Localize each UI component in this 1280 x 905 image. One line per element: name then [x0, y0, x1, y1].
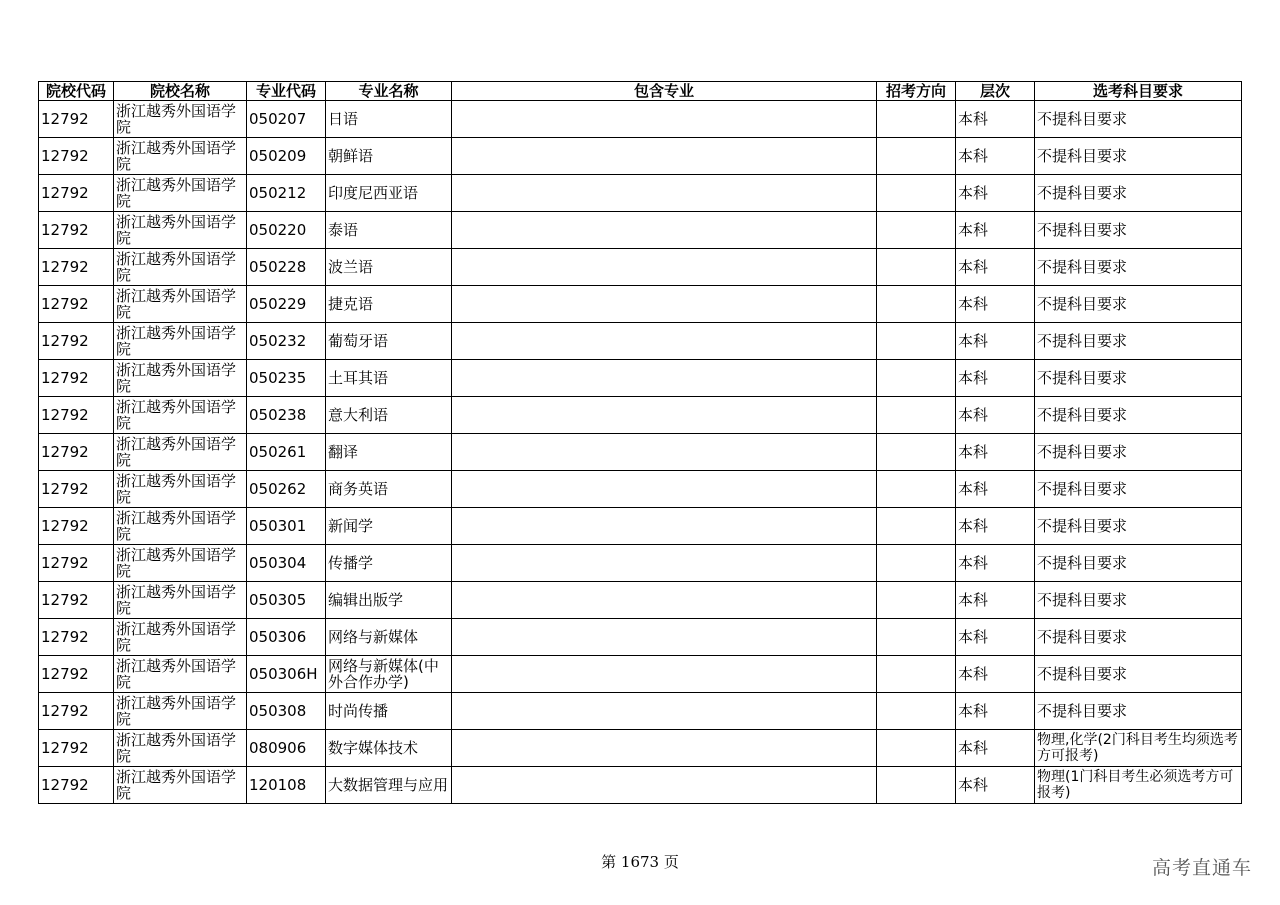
- cell-school-name: 浙江越秀外国语学院: [114, 767, 247, 804]
- cell-included-majors: [452, 434, 877, 471]
- cell-admission-direction: [877, 175, 956, 212]
- cell-school-name: 浙江越秀外国语学院: [114, 471, 247, 508]
- cell-school-name: 浙江越秀外国语学院: [114, 323, 247, 360]
- cell-major-code: 050306H: [247, 656, 326, 693]
- cell-school-name: 浙江越秀外国语学院: [114, 249, 247, 286]
- cell-major-name: 土耳其语: [326, 360, 452, 397]
- cell-level: 本科: [956, 545, 1035, 582]
- cell-level: 本科: [956, 212, 1035, 249]
- cell-school-code: 12792: [39, 397, 114, 434]
- cell-admission-direction: [877, 434, 956, 471]
- cell-school-name: 浙江越秀外国语学院: [114, 619, 247, 656]
- column-header-major-name: 专业名称: [326, 82, 452, 101]
- cell-level: 本科: [956, 693, 1035, 730]
- cell-school-code: 12792: [39, 138, 114, 175]
- cell-major-code: 050305: [247, 582, 326, 619]
- cell-level: 本科: [956, 656, 1035, 693]
- cell-school-name: 浙江越秀外国语学院: [114, 212, 247, 249]
- cell-subject-requirements: 物理(1门科目考生必须选考方可报考): [1035, 767, 1242, 804]
- table-header-row: [39, 82, 1242, 101]
- cell-level: 本科: [956, 323, 1035, 360]
- cell-admission-direction: [877, 767, 956, 804]
- cell-admission-direction: [877, 619, 956, 656]
- cell-major-name: 网络与新媒体(中外合作办学): [326, 656, 452, 693]
- cell-major-name: 翻译: [326, 434, 452, 471]
- cell-included-majors: [452, 582, 877, 619]
- table-row: [39, 619, 1242, 656]
- cell-subject-requirements: 不提科目要求: [1035, 175, 1242, 212]
- cell-major-code: 050238: [247, 397, 326, 434]
- table-row: [39, 360, 1242, 397]
- cell-major-name: 泰语: [326, 212, 452, 249]
- cell-admission-direction: [877, 138, 956, 175]
- cell-admission-direction: [877, 508, 956, 545]
- cell-subject-requirements: 不提科目要求: [1035, 397, 1242, 434]
- cell-major-code: 050228: [247, 249, 326, 286]
- cell-subject-requirements: 不提科目要求: [1035, 101, 1242, 138]
- cell-subject-requirements: 不提科目要求: [1035, 619, 1242, 656]
- cell-admission-direction: [877, 249, 956, 286]
- table-row: [39, 582, 1242, 619]
- cell-included-majors: [452, 656, 877, 693]
- cell-school-name: 浙江越秀外国语学院: [114, 693, 247, 730]
- column-header-level: 层次: [956, 82, 1035, 101]
- cell-included-majors: [452, 619, 877, 656]
- cell-admission-direction: [877, 212, 956, 249]
- cell-subject-requirements: 不提科目要求: [1035, 434, 1242, 471]
- table-row: [39, 508, 1242, 545]
- cell-subject-requirements: 不提科目要求: [1035, 360, 1242, 397]
- cell-level: 本科: [956, 286, 1035, 323]
- column-header-school-name: 院校名称: [114, 82, 247, 101]
- cell-major-name: 网络与新媒体: [326, 619, 452, 656]
- cell-school-name: 浙江越秀外国语学院: [114, 545, 247, 582]
- cell-school-code: 12792: [39, 767, 114, 804]
- cell-school-code: 12792: [39, 286, 114, 323]
- cell-admission-direction: [877, 656, 956, 693]
- cell-school-name: 浙江越秀外国语学院: [114, 101, 247, 138]
- cell-school-name: 浙江越秀外国语学院: [114, 286, 247, 323]
- cell-major-code: 050212: [247, 175, 326, 212]
- cell-included-majors: [452, 175, 877, 212]
- cell-major-name: 葡萄牙语: [326, 323, 452, 360]
- cell-major-code: 050308: [247, 693, 326, 730]
- cell-major-name: 波兰语: [326, 249, 452, 286]
- column-header-school-code: 院校代码: [39, 82, 114, 101]
- cell-school-name: 浙江越秀外国语学院: [114, 360, 247, 397]
- cell-major-name: 捷克语: [326, 286, 452, 323]
- watermark-logo-text: 高考直通车: [1151, 857, 1252, 879]
- cell-major-code: 050235: [247, 360, 326, 397]
- cell-included-majors: [452, 249, 877, 286]
- cell-school-name: 浙江越秀外国语学院: [114, 175, 247, 212]
- cell-major-name: 编辑出版学: [326, 582, 452, 619]
- cell-level: 本科: [956, 249, 1035, 286]
- cell-major-name: 意大利语: [326, 397, 452, 434]
- cell-level: 本科: [956, 360, 1035, 397]
- page-number: 第 1673 页: [601, 853, 679, 871]
- table-row: [39, 656, 1242, 693]
- cell-subject-requirements: 不提科目要求: [1035, 471, 1242, 508]
- cell-major-code: 050301: [247, 508, 326, 545]
- cell-major-code: 080906: [247, 730, 326, 767]
- table-row: [39, 212, 1242, 249]
- cell-included-majors: [452, 101, 877, 138]
- cell-school-code: 12792: [39, 434, 114, 471]
- table-row: [39, 434, 1242, 471]
- cell-included-majors: [452, 767, 877, 804]
- table-body: [39, 101, 1242, 804]
- cell-subject-requirements: 物理,化学(2门科目考生均须选考方可报考): [1035, 730, 1242, 767]
- cell-admission-direction: [877, 397, 956, 434]
- table-row: [39, 175, 1242, 212]
- column-header-included-majors: 包含专业: [452, 82, 877, 101]
- cell-school-name: 浙江越秀外国语学院: [114, 434, 247, 471]
- table-row: [39, 730, 1242, 767]
- cell-level: 本科: [956, 101, 1035, 138]
- cell-level: 本科: [956, 397, 1035, 434]
- cell-school-name: 浙江越秀外国语学院: [114, 656, 247, 693]
- cell-major-name: 商务英语: [326, 471, 452, 508]
- cell-school-code: 12792: [39, 656, 114, 693]
- cell-major-name: 日语: [326, 101, 452, 138]
- cell-subject-requirements: 不提科目要求: [1035, 138, 1242, 175]
- cell-included-majors: [452, 138, 877, 175]
- cell-major-name: 朝鲜语: [326, 138, 452, 175]
- cell-level: 本科: [956, 730, 1035, 767]
- cell-level: 本科: [956, 138, 1035, 175]
- cell-included-majors: [452, 323, 877, 360]
- table-row: [39, 767, 1242, 804]
- cell-school-code: 12792: [39, 360, 114, 397]
- table-row: [39, 323, 1242, 360]
- cell-major-code: 050229: [247, 286, 326, 323]
- cell-subject-requirements: 不提科目要求: [1035, 656, 1242, 693]
- cell-school-code: 12792: [39, 212, 114, 249]
- table-row: [39, 249, 1242, 286]
- table-row: [39, 693, 1242, 730]
- table-row: [39, 138, 1242, 175]
- admissions-table: [38, 81, 1242, 804]
- cell-school-code: 12792: [39, 323, 114, 360]
- cell-included-majors: [452, 730, 877, 767]
- cell-admission-direction: [877, 730, 956, 767]
- cell-major-code: 050209: [247, 138, 326, 175]
- cell-school-code: 12792: [39, 582, 114, 619]
- cell-school-name: 浙江越秀外国语学院: [114, 138, 247, 175]
- cell-subject-requirements: 不提科目要求: [1035, 582, 1242, 619]
- cell-subject-requirements: 不提科目要求: [1035, 693, 1242, 730]
- cell-major-name: 传播学: [326, 545, 452, 582]
- cell-included-majors: [452, 286, 877, 323]
- cell-school-name: 浙江越秀外国语学院: [114, 397, 247, 434]
- cell-admission-direction: [877, 286, 956, 323]
- cell-school-code: 12792: [39, 730, 114, 767]
- table-row: [39, 397, 1242, 434]
- cell-school-code: 12792: [39, 693, 114, 730]
- cell-included-majors: [452, 545, 877, 582]
- cell-subject-requirements: 不提科目要求: [1035, 249, 1242, 286]
- cell-level: 本科: [956, 471, 1035, 508]
- cell-admission-direction: [877, 323, 956, 360]
- cell-school-code: 12792: [39, 619, 114, 656]
- cell-admission-direction: [877, 101, 956, 138]
- column-header-admission-direction: 招考方向: [877, 82, 956, 101]
- cell-included-majors: [452, 397, 877, 434]
- cell-major-code: 050262: [247, 471, 326, 508]
- cell-subject-requirements: 不提科目要求: [1035, 323, 1242, 360]
- cell-school-code: 12792: [39, 508, 114, 545]
- cell-major-code: 050304: [247, 545, 326, 582]
- table-row: [39, 286, 1242, 323]
- cell-level: 本科: [956, 582, 1035, 619]
- cell-school-code: 12792: [39, 101, 114, 138]
- cell-admission-direction: [877, 471, 956, 508]
- cell-admission-direction: [877, 360, 956, 397]
- cell-major-name: 印度尼西亚语: [326, 175, 452, 212]
- cell-major-code: 050220: [247, 212, 326, 249]
- table-row: [39, 545, 1242, 582]
- cell-major-name: 新闻学: [326, 508, 452, 545]
- cell-school-code: 12792: [39, 175, 114, 212]
- column-header-subject-requirements: 选考科目要求: [1035, 82, 1242, 101]
- cell-major-code: 050261: [247, 434, 326, 471]
- table-row: [39, 101, 1242, 138]
- cell-major-code: 050232: [247, 323, 326, 360]
- cell-level: 本科: [956, 619, 1035, 656]
- cell-admission-direction: [877, 545, 956, 582]
- cell-major-code: 050306: [247, 619, 326, 656]
- cell-school-name: 浙江越秀外国语学院: [114, 730, 247, 767]
- cell-school-code: 12792: [39, 249, 114, 286]
- cell-subject-requirements: 不提科目要求: [1035, 286, 1242, 323]
- cell-major-name: 数字媒体技术: [326, 730, 452, 767]
- cell-level: 本科: [956, 767, 1035, 804]
- cell-subject-requirements: 不提科目要求: [1035, 508, 1242, 545]
- cell-included-majors: [452, 360, 877, 397]
- cell-school-name: 浙江越秀外国语学院: [114, 508, 247, 545]
- cell-major-name: 大数据管理与应用: [326, 767, 452, 804]
- cell-major-code: 120108: [247, 767, 326, 804]
- cell-major-name: 时尚传播: [326, 693, 452, 730]
- cell-included-majors: [452, 508, 877, 545]
- cell-admission-direction: [877, 582, 956, 619]
- cell-admission-direction: [877, 693, 956, 730]
- cell-included-majors: [452, 212, 877, 249]
- column-header-major-code: 专业代码: [247, 82, 326, 101]
- cell-major-code: 050207: [247, 101, 326, 138]
- cell-subject-requirements: 不提科目要求: [1035, 545, 1242, 582]
- cell-school-code: 12792: [39, 471, 114, 508]
- cell-level: 本科: [956, 434, 1035, 471]
- table-row: [39, 471, 1242, 508]
- cell-level: 本科: [956, 175, 1035, 212]
- cell-level: 本科: [956, 508, 1035, 545]
- cell-included-majors: [452, 471, 877, 508]
- cell-included-majors: [452, 693, 877, 730]
- cell-school-code: 12792: [39, 545, 114, 582]
- cell-school-name: 浙江越秀外国语学院: [114, 582, 247, 619]
- cell-subject-requirements: 不提科目要求: [1035, 212, 1242, 249]
